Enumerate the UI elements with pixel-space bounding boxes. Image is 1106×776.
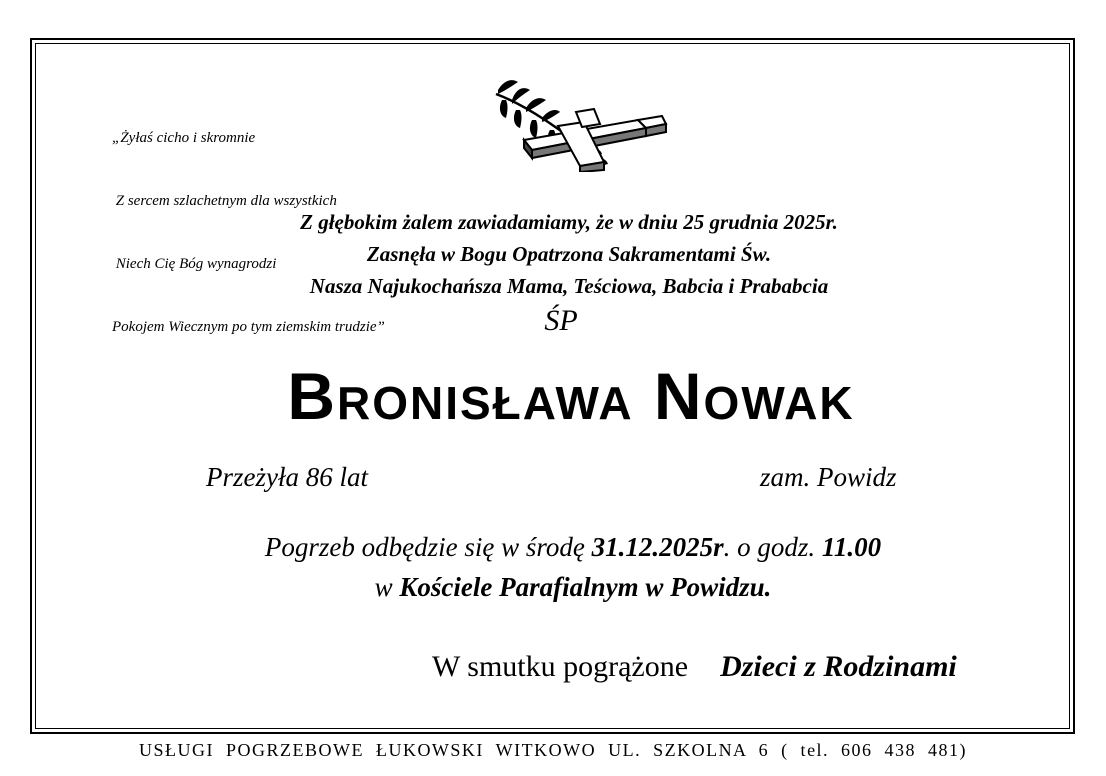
- funeral-time: 11.00: [821, 532, 882, 562]
- funeral-info: [0, 527, 1106, 607]
- mourning-text: W smutku pogrążone: [432, 650, 689, 683]
- deceased-name: Bronisława Nowak: [287, 359, 855, 433]
- sp-prefix: ŚP: [544, 304, 578, 337]
- funeral-place: Kościele Parafialnym w Powidzu.: [399, 572, 772, 602]
- funeral-time-intro: . o godz.: [723, 532, 822, 562]
- funeral-date-line: [40, 527, 1106, 567]
- announcement-line: Z głębokim żalem zawiadamiamy, że w dniu 25 grudnia 2025r.: [300, 210, 838, 234]
- cross-with-palm-branch-icon: [488, 76, 668, 172]
- poem-line: Pokojem Wiecznym po tym ziemskim trudzie”: [112, 319, 385, 335]
- poem-line: „Żyłaś cicho i skromnie: [112, 130, 256, 146]
- poem-line: Niech Cię Bóg wynagrodzi: [112, 256, 277, 272]
- age-text: Przeżyła 86 lat: [206, 462, 368, 492]
- announcement-line: Zasnęła w Bogu Opatrzona Sakramentami Św.: [366, 242, 772, 266]
- funeral-intro: Pogrzeb odbędzie się w środę: [264, 532, 592, 562]
- announcement: [0, 206, 1106, 302]
- residence-text: zam. Powidz: [760, 462, 897, 492]
- funeral-home-footer: USŁUGI POGRZEBOWE ŁUKOWSKI WITKOWO UL. SZKOLNA 6 ( tel. 606 438 481): [138, 740, 968, 760]
- family-name: Dzieci z Rodzinami: [720, 650, 957, 683]
- announcement-line: Nasza Najukochańsza Mama, Teściowa, Babcia i Prababcia: [309, 274, 829, 298]
- funeral-date: 31.12.2025r: [591, 532, 724, 562]
- signature: [432, 650, 957, 684]
- funeral-place-line: [40, 567, 1106, 607]
- funeral-place-intro: w: [374, 572, 400, 602]
- poem-line: Z sercem szlachetnym dla wszystkich: [112, 193, 337, 209]
